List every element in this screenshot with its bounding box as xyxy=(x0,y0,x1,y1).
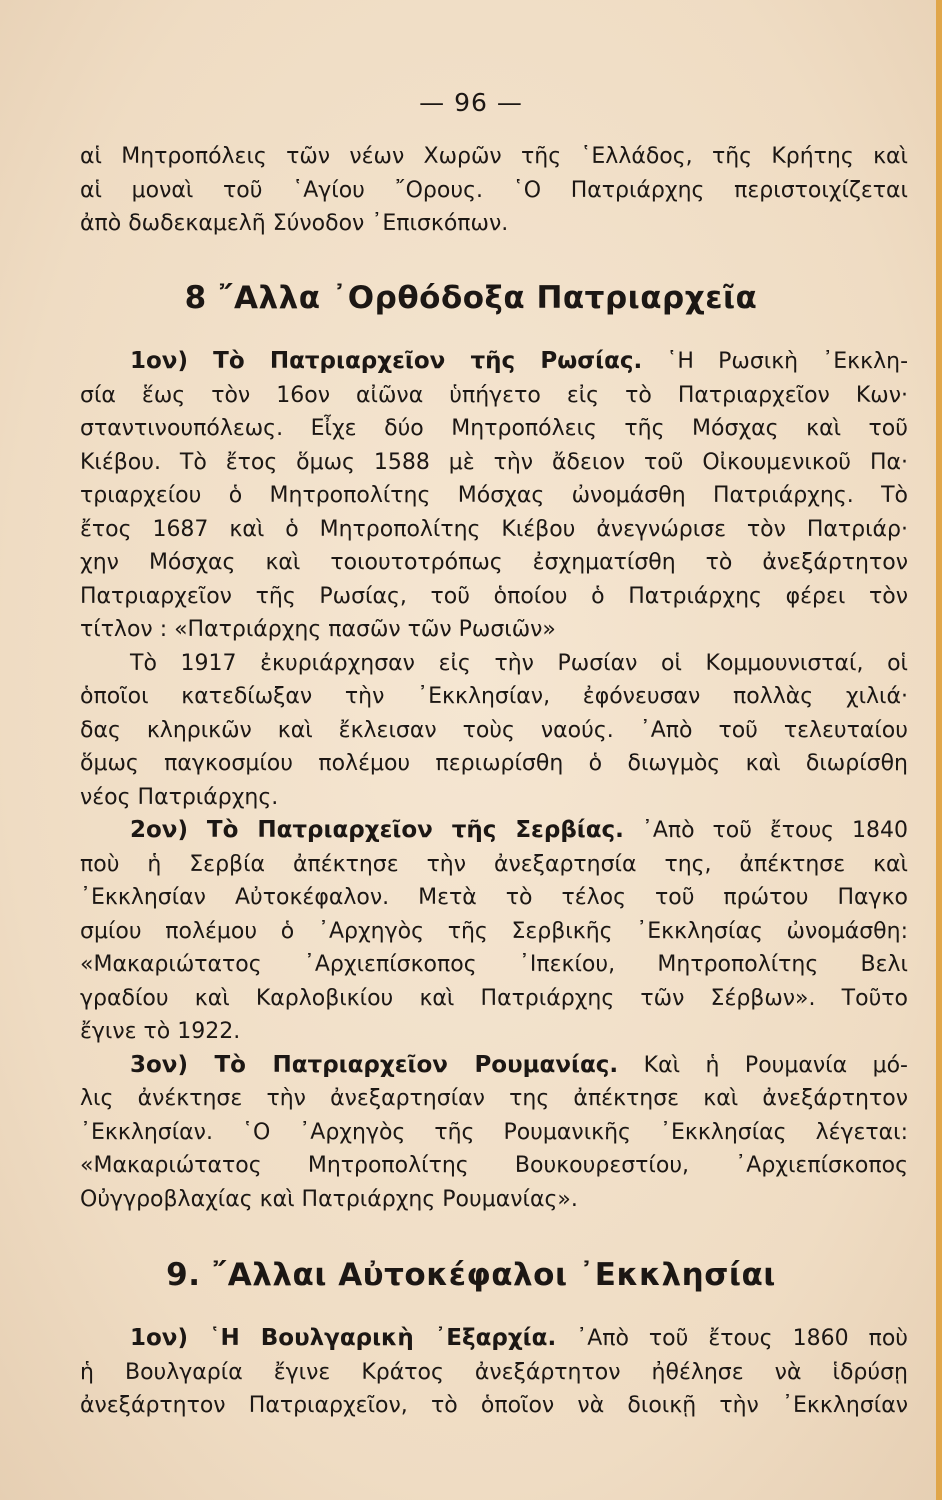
text-line xyxy=(80,1049,908,1083)
text-line xyxy=(80,814,908,848)
text-line: «Μακαριώτατος ᾿Αρχιεπίσκοπος ᾿Ιπεκίου, Μητροπολίτης Βελι xyxy=(80,952,908,977)
section-heading-9: 9. ῎Αλλαι Αὐτοκέφαλοι ᾿Εκκλησίαι xyxy=(166,1257,776,1293)
text-line: ἀνεξάρτητον Πατριαρχεῖον, τὸ ὁποῖον νὰ διοικῇ τὴν ᾿Εκκλησίαν xyxy=(80,1393,908,1418)
text-line: νέος Πατριάρχης. xyxy=(80,784,279,810)
text-line: τίτλον : «Πατριάρχης πασῶν τῶν Ρωσιῶν» xyxy=(80,617,556,642)
text-line xyxy=(80,345,908,379)
text-span: ᾿Απὸ τοῦ ἔτους 1840 xyxy=(641,818,908,843)
text-line: ἔτος 1687 καὶ ὁ Μητροπολίτης Κιέβου ἀνεγνώρισε τὸν Πατριάρ· xyxy=(80,516,908,542)
text-line: «Μακαριώτατος Μητροπολίτης Βουκουρεστίου, ᾿Αρχιεπίσκοπος xyxy=(80,1153,908,1178)
text-line: ὅμως παγκοσμίου πολέμου περιωρίσθη ὁ διωγμὸς καὶ διωρίσθη xyxy=(80,751,908,776)
text-span: Καὶ ἡ Ρουμανία μό- xyxy=(643,1052,908,1078)
subsection-title: 2ον) Τὸ Πατριαρχεῖον τῆς Σερβίας. xyxy=(130,817,624,843)
text-span: ῾Η Ρωσικὴ ᾿Εκκλη- xyxy=(666,349,909,374)
text-line: Κιέβου. Τὸ ἔτος ὅμως 1588 μὲ τὴν ἄδειον τοῦ Οἰκουμενικοῦ Πα· xyxy=(80,449,908,475)
text-line: χην Μόσχας καὶ τοιουτοτρόπως ἐσχηματίσθη τὸ ἀνεξάρτητον xyxy=(80,550,908,575)
text-line: δας κληρικῶν καὶ ἔκλεισαν τοὺς ναούς. ᾿Απὸ τοῦ τελευταίου xyxy=(80,717,908,743)
text-line: ἡ Βουλγαρία ἔγινε Κράτος ἀνεξάρτητον ἠθέλησε νὰ ἱδρύσῃ xyxy=(80,1359,908,1385)
page-edge xyxy=(936,0,942,1500)
text-line: τριαρχείου ὁ Μητροπολίτης Μόσχας ὠνομάσθη Πατριάρχης. Τὸ xyxy=(80,483,908,508)
bulgaria-section xyxy=(80,1322,908,1423)
text-line: ἀπὸ δωδεκαμελῆ Σύνοδον ᾿Επισκόπων. xyxy=(80,211,509,236)
text-line: λις ἀνέκτησε τὴν ἀνεξαρτησίαν της ἀπέκτησε καὶ ἀνεξάρτητον xyxy=(80,1086,908,1111)
subsection-title: 1ον) ῾Η Βουλγαρικὴ ᾿Εξαρχία. xyxy=(130,1325,557,1351)
text-line: ᾿Εκκλησίαν. ῾Ο ᾿Αρχηγὸς τῆς Ρουμανικῆς ᾿Εκκλησίας λέγεται: xyxy=(80,1119,908,1145)
text-line: αἱ Μητροπόλεις τῶν νέων Χωρῶν τῆς ῾Ελλάδος, τῆς Κρήτης καὶ xyxy=(80,144,908,169)
text-line: γραδίου καὶ Καρλοβικίου καὶ Πατριάρχης τῶν Σέρβων». Τοῦτο xyxy=(80,985,908,1011)
subsection-title: 3ον) Τὸ Πατριαρχεῖον Ρουμανίας. xyxy=(130,1051,619,1078)
text-line: ποὺ ἡ Σερβία ἀπέκτησε τὴν ἀνεξαρτησία της, ἀπέκτησε καὶ xyxy=(80,851,908,877)
text-line: ᾿Εκκλησίαν Αὐτοκέφαλον. Μετὰ τὸ τέλος τοῦ πρώτου Παγκο xyxy=(80,885,908,910)
russia-section xyxy=(80,345,908,1216)
section-heading-8: 8 ῎Αλλα ᾿Ορθόδοξα Πατριαρχεῖα xyxy=(184,280,758,316)
text-line: σταντινουπόλεως. Εἶχε δύο Μητροπόλεις τῆς Μόσχας καὶ τοῦ xyxy=(80,416,908,441)
text-line: σμίου πολέμου ὁ ᾿Αρχηγὸς τῆς Σερβικῆς ᾿Εκκλησίας ὠνομάσθη: xyxy=(80,918,908,944)
text-line: Πατριαρχεῖον τῆς Ρωσίας, τοῦ ὁποίου ὁ Πατριάρχης φέρει τὸν xyxy=(80,583,908,609)
text-line xyxy=(80,1322,908,1356)
text-line: ἔγινε τὸ 1922. xyxy=(80,1019,241,1044)
text-span: ᾿Απὸ τοῦ ἔτους 1860 ποὺ xyxy=(576,1326,909,1351)
subsection-title: 1ον) Τὸ Πατριαρχεῖον τῆς Ρωσίας. xyxy=(130,348,643,374)
page-number: — 96 — xyxy=(419,88,523,117)
intro-paragraph xyxy=(80,140,908,241)
text-line: σία ἕως τὸν 16ον αἰῶνα ὑπήγετο εἰς τὸ Πατριαρχεῖον Κων· xyxy=(80,382,908,408)
text-line: ὁποῖοι κατεδίωξαν τὴν ᾿Εκκλησίαν, ἐφόνευσαν πολλὰς χιλιά· xyxy=(80,684,908,709)
text-line: Οὐγγροβλαχίας καὶ Πατριάρχης Ρουμανίας». xyxy=(80,1186,578,1212)
text-line: Τὸ 1917 ἐκυριάρχησαν εἰς τὴν Ρωσίαν οἱ Κομμουνισταί, οἱ xyxy=(130,650,908,676)
text-line: αἱ μοναὶ τοῦ ῾Αγίου ῎Ορους. ῾Ο Πατριάρχης περιστοιχίζεται xyxy=(80,177,908,203)
